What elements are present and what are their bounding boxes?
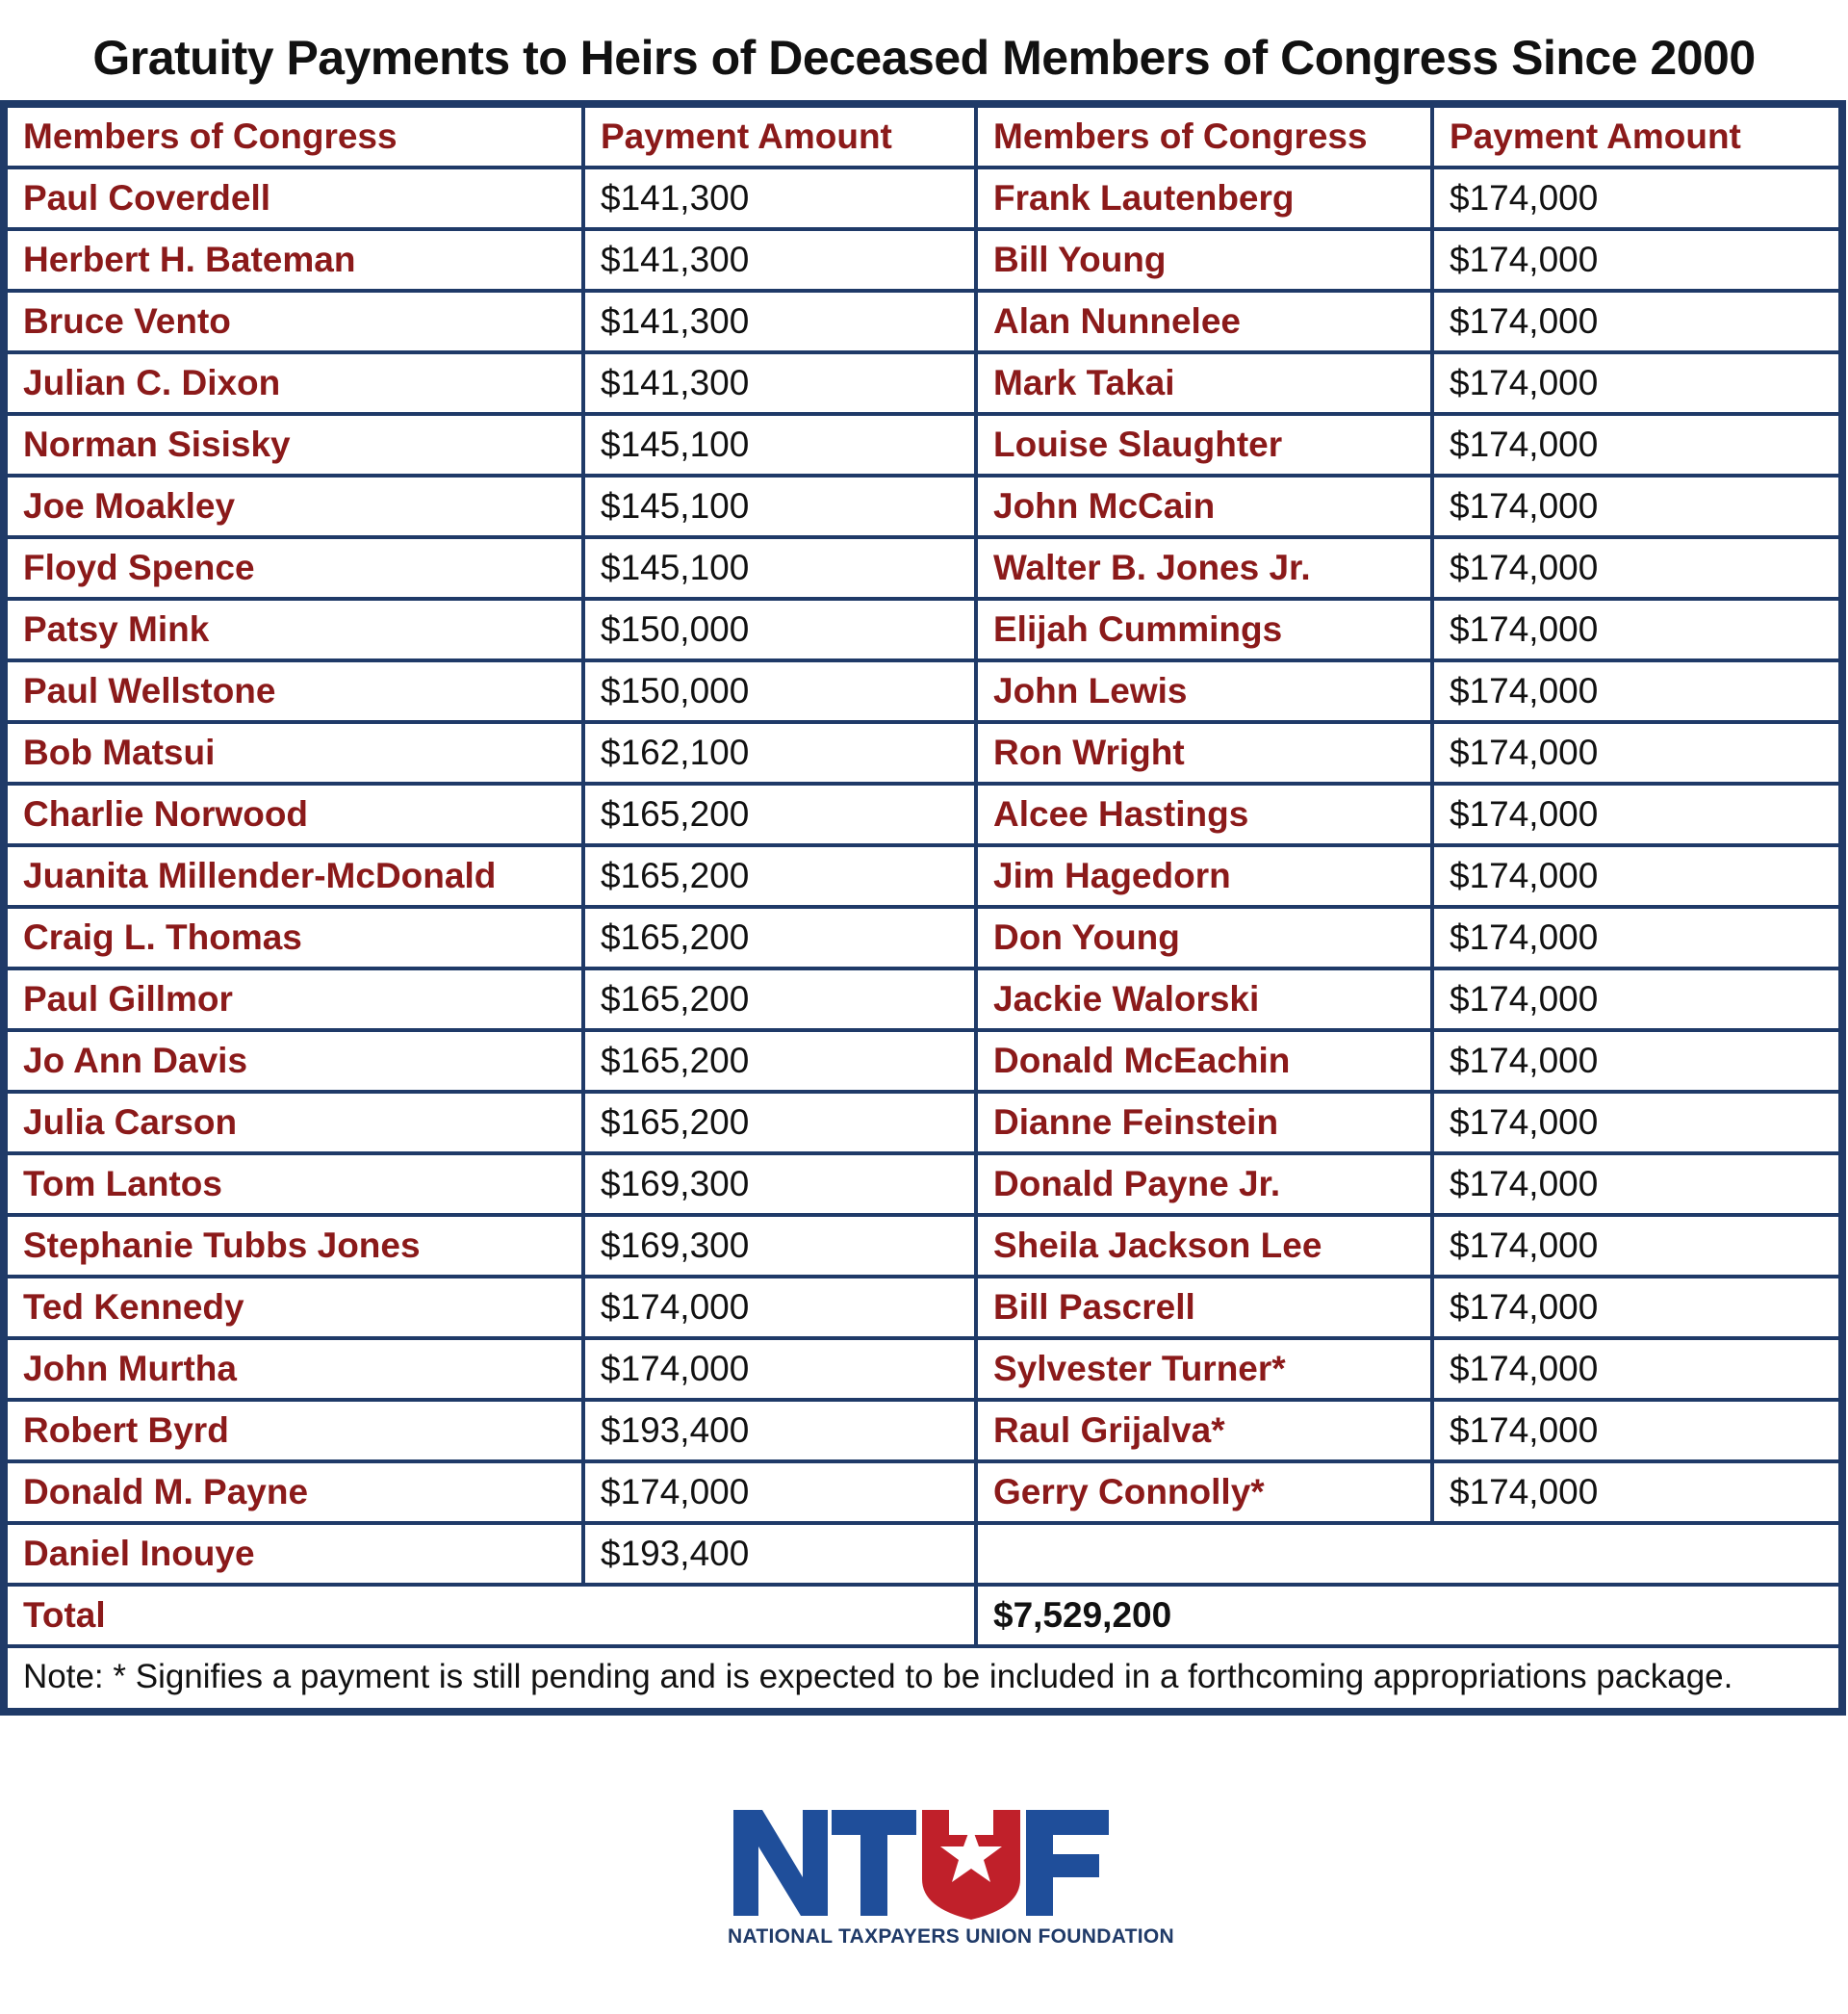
member-name: Mark Takai bbox=[978, 354, 1430, 412]
payment-amount: $174,000 bbox=[1434, 169, 1838, 227]
member-name: Herbert H. Bateman bbox=[8, 231, 581, 289]
header-right-amount: Payment Amount bbox=[1434, 108, 1838, 166]
payment-amount: $174,000 bbox=[1434, 1094, 1838, 1151]
member-name: Walter B. Jones Jr. bbox=[978, 539, 1430, 597]
member-name: Paul Gillmor bbox=[8, 970, 581, 1028]
member-name: Jackie Walorski bbox=[978, 970, 1430, 1028]
payment-amount: $174,000 bbox=[1434, 416, 1838, 474]
payment-amount: $174,000 bbox=[585, 1340, 974, 1398]
payment-amount: $165,200 bbox=[585, 909, 974, 967]
payment-amount: $174,000 bbox=[1434, 1217, 1838, 1275]
ntuf-logo-mark bbox=[728, 1802, 1120, 1924]
member-name: John McCain bbox=[978, 478, 1430, 535]
footnote: Note: * Signifies a payment is still pending and is expected to be included in a forthcoming appropriations package. bbox=[8, 1648, 1838, 1708]
payment-amount: $174,000 bbox=[1434, 786, 1838, 843]
member-name: Donald Payne Jr. bbox=[978, 1155, 1430, 1213]
member-name: Patsy Mink bbox=[8, 601, 581, 658]
payment-amount: $174,000 bbox=[1434, 724, 1838, 782]
member-name: Raul Grijalva* bbox=[978, 1402, 1430, 1459]
payment-amount: $174,000 bbox=[585, 1278, 974, 1336]
member-name: Sylvester Turner* bbox=[978, 1340, 1430, 1398]
payment-amount: $145,100 bbox=[585, 416, 974, 474]
member-name: Alan Nunnelee bbox=[978, 293, 1430, 350]
member-name: Tom Lantos bbox=[8, 1155, 581, 1213]
payment-amount: $141,300 bbox=[585, 354, 974, 412]
member-name: Donald McEachin bbox=[978, 1032, 1430, 1090]
payment-amount: $174,000 bbox=[1434, 909, 1838, 967]
member-name: John Murtha bbox=[8, 1340, 581, 1398]
member-name: Sheila Jackson Lee bbox=[978, 1217, 1430, 1275]
member-name: Alcee Hastings bbox=[978, 786, 1430, 843]
member-name: Craig L. Thomas bbox=[8, 909, 581, 967]
member-name: Jo Ann Davis bbox=[8, 1032, 581, 1090]
payment-amount: $174,000 bbox=[1434, 847, 1838, 905]
member-name: Julian C. Dixon bbox=[8, 354, 581, 412]
payment-amount: $174,000 bbox=[1434, 354, 1838, 412]
member-name: Joe Moakley bbox=[8, 478, 581, 535]
payment-amount: $174,000 bbox=[1434, 1402, 1838, 1459]
payment-amount: $174,000 bbox=[1434, 1155, 1838, 1213]
payment-amount: $193,400 bbox=[585, 1402, 974, 1459]
member-name: Frank Lautenberg bbox=[978, 169, 1430, 227]
payment-amount: $174,000 bbox=[1434, 970, 1838, 1028]
payment-amount: $174,000 bbox=[1434, 1340, 1838, 1398]
payments-table bbox=[0, 100, 1846, 1716]
payment-amount: $141,300 bbox=[585, 293, 974, 350]
payment-amount: $162,100 bbox=[585, 724, 974, 782]
header-right-name: Members of Congress bbox=[978, 108, 1430, 166]
payment-amount: $150,000 bbox=[585, 601, 974, 658]
payment-amount: $174,000 bbox=[1434, 601, 1838, 658]
payment-amount: $141,300 bbox=[585, 169, 974, 227]
member-name: Bill Young bbox=[978, 231, 1430, 289]
member-name: Gerry Connolly* bbox=[978, 1463, 1430, 1521]
member-name: Charlie Norwood bbox=[8, 786, 581, 843]
member-name: Paul Wellstone bbox=[8, 662, 581, 720]
member-name: Bruce Vento bbox=[8, 293, 581, 350]
member-name: Bob Matsui bbox=[8, 724, 581, 782]
member-name: Robert Byrd bbox=[8, 1402, 581, 1459]
member-name: Don Young bbox=[978, 909, 1430, 967]
member-name: Ron Wright bbox=[978, 724, 1430, 782]
member-name: Julia Carson bbox=[8, 1094, 581, 1151]
member-name: Bill Pascrell bbox=[978, 1278, 1430, 1336]
member-name: Stephanie Tubbs Jones bbox=[8, 1217, 581, 1275]
payment-amount: $174,000 bbox=[585, 1463, 974, 1521]
payment-amount: $174,000 bbox=[1434, 662, 1838, 720]
payment-amount: $174,000 bbox=[1434, 231, 1838, 289]
member-name: Louise Slaughter bbox=[978, 416, 1430, 474]
member-name: John Lewis bbox=[978, 662, 1430, 720]
payments-grid bbox=[4, 104, 1842, 1712]
payment-amount: $174,000 bbox=[1434, 1032, 1838, 1090]
total-label: Total bbox=[8, 1587, 974, 1644]
payment-amount: $145,100 bbox=[585, 539, 974, 597]
ntuf-logo bbox=[728, 1802, 1174, 1948]
member-name: Juanita Millender-McDonald bbox=[8, 847, 581, 905]
member-name: Jim Hagedorn bbox=[978, 847, 1430, 905]
payment-amount: $165,200 bbox=[585, 847, 974, 905]
total-value: $7,529,200 bbox=[978, 1587, 1838, 1644]
member-name: Norman Sisisky bbox=[8, 416, 581, 474]
logo-caption: NATIONAL TAXPAYERS UNION FOUNDATION bbox=[728, 1925, 1174, 1948]
payment-amount: $169,300 bbox=[585, 1217, 974, 1275]
payment-amount: $145,100 bbox=[585, 478, 974, 535]
page-title: Gratuity Payments to Heirs of Deceased Members of Congress Since 2000 bbox=[92, 31, 1756, 85]
payment-amount: $165,200 bbox=[585, 1032, 974, 1090]
member-name: Daniel Inouye bbox=[8, 1525, 581, 1583]
payment-amount: $165,200 bbox=[585, 786, 974, 843]
payment-amount: $141,300 bbox=[585, 231, 974, 289]
empty-cell bbox=[978, 1525, 1838, 1583]
payment-amount: $174,000 bbox=[1434, 478, 1838, 535]
payment-amount: $169,300 bbox=[585, 1155, 974, 1213]
member-name: Ted Kennedy bbox=[8, 1278, 581, 1336]
payment-amount: $193,400 bbox=[585, 1525, 974, 1583]
payment-amount: $165,200 bbox=[585, 970, 974, 1028]
payment-amount: $174,000 bbox=[1434, 1278, 1838, 1336]
member-name: Paul Coverdell bbox=[8, 169, 581, 227]
payment-amount: $150,000 bbox=[585, 662, 974, 720]
payment-amount: $165,200 bbox=[585, 1094, 974, 1151]
payment-amount: $174,000 bbox=[1434, 539, 1838, 597]
member-name: Elijah Cummings bbox=[978, 601, 1430, 658]
payment-amount: $174,000 bbox=[1434, 1463, 1838, 1521]
header-left-amount: Payment Amount bbox=[585, 108, 974, 166]
header-left-name: Members of Congress bbox=[8, 108, 581, 166]
payment-amount: $174,000 bbox=[1434, 293, 1838, 350]
member-name: Donald M. Payne bbox=[8, 1463, 581, 1521]
member-name: Dianne Feinstein bbox=[978, 1094, 1430, 1151]
member-name: Floyd Spence bbox=[8, 539, 581, 597]
